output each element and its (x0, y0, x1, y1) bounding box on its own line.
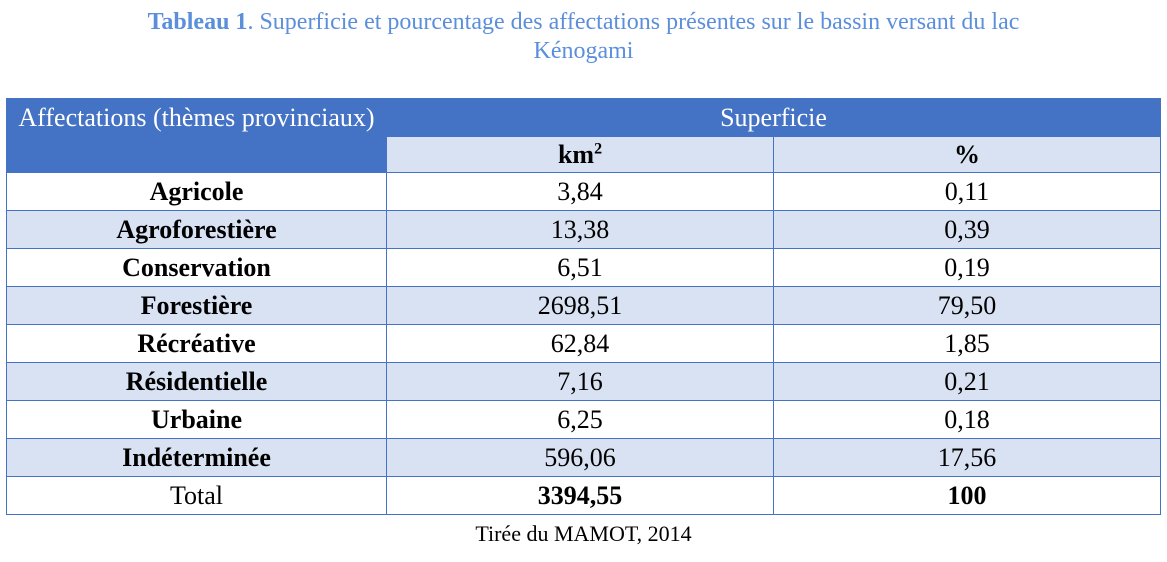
row-name: Résidentielle (7, 363, 387, 401)
row-name: Conservation (7, 249, 387, 287)
table-row (7, 363, 1161, 401)
table-row (7, 249, 1161, 287)
total-row (7, 477, 1161, 515)
row-km2: 596,06 (387, 439, 774, 477)
row-percent: 1,85 (774, 325, 1161, 363)
row-percent: 0,21 (774, 363, 1161, 401)
total-label: Total (7, 477, 387, 515)
row-km2: 13,38 (387, 211, 774, 249)
row-percent: 0,39 (774, 211, 1161, 249)
row-km2: 6,25 (387, 401, 774, 439)
table-row (7, 287, 1161, 325)
row-percent: 0,11 (774, 173, 1161, 211)
table-source-note: Tirée du MAMOT, 2014 (475, 521, 692, 546)
row-name: Récréative (7, 325, 387, 363)
caption-text-line2: Kénogami (533, 38, 634, 64)
row-name: Indéterminée (7, 439, 387, 477)
header-unit-percent: % (774, 137, 1161, 173)
caption-text-line1: . Superficie et pourcentage des affectations présentes sur le bassin versant du lac (247, 9, 1020, 35)
unit-km-label: km (557, 139, 595, 169)
row-percent: 17,56 (774, 439, 1161, 477)
header-affectations-label: Affectations (thèmes provinciaux) (18, 103, 375, 132)
row-name: Urbaine (7, 401, 387, 439)
table-row (7, 325, 1161, 363)
caption-label: Tableau 1 (147, 9, 248, 35)
row-percent: 0,18 (774, 401, 1161, 439)
header-unit-km2 (387, 137, 774, 173)
row-name: Agricole (7, 173, 387, 211)
table-row (7, 173, 1161, 211)
table-row (7, 401, 1161, 439)
row-km2: 7,16 (387, 363, 774, 401)
header-superficie: Superficie (387, 99, 1161, 137)
unit-km-exponent: 2 (594, 139, 603, 157)
row-km2: 2698,51 (387, 287, 774, 325)
row-name: Forestière (7, 287, 387, 325)
table-caption (0, 8, 1167, 66)
row-km2: 6,51 (387, 249, 774, 287)
table-row (7, 439, 1161, 477)
row-percent: 79,50 (774, 287, 1161, 325)
total-km2: 3394,55 (387, 477, 774, 515)
row-km2: 3,84 (387, 173, 774, 211)
row-percent: 0,19 (774, 249, 1161, 287)
total-percent: 100 (774, 477, 1161, 515)
row-km2: 62,84 (387, 325, 774, 363)
row-name: Agroforestière (7, 211, 387, 249)
table-row (7, 211, 1161, 249)
affectations-table (6, 98, 1161, 515)
header-affectations (7, 99, 387, 173)
